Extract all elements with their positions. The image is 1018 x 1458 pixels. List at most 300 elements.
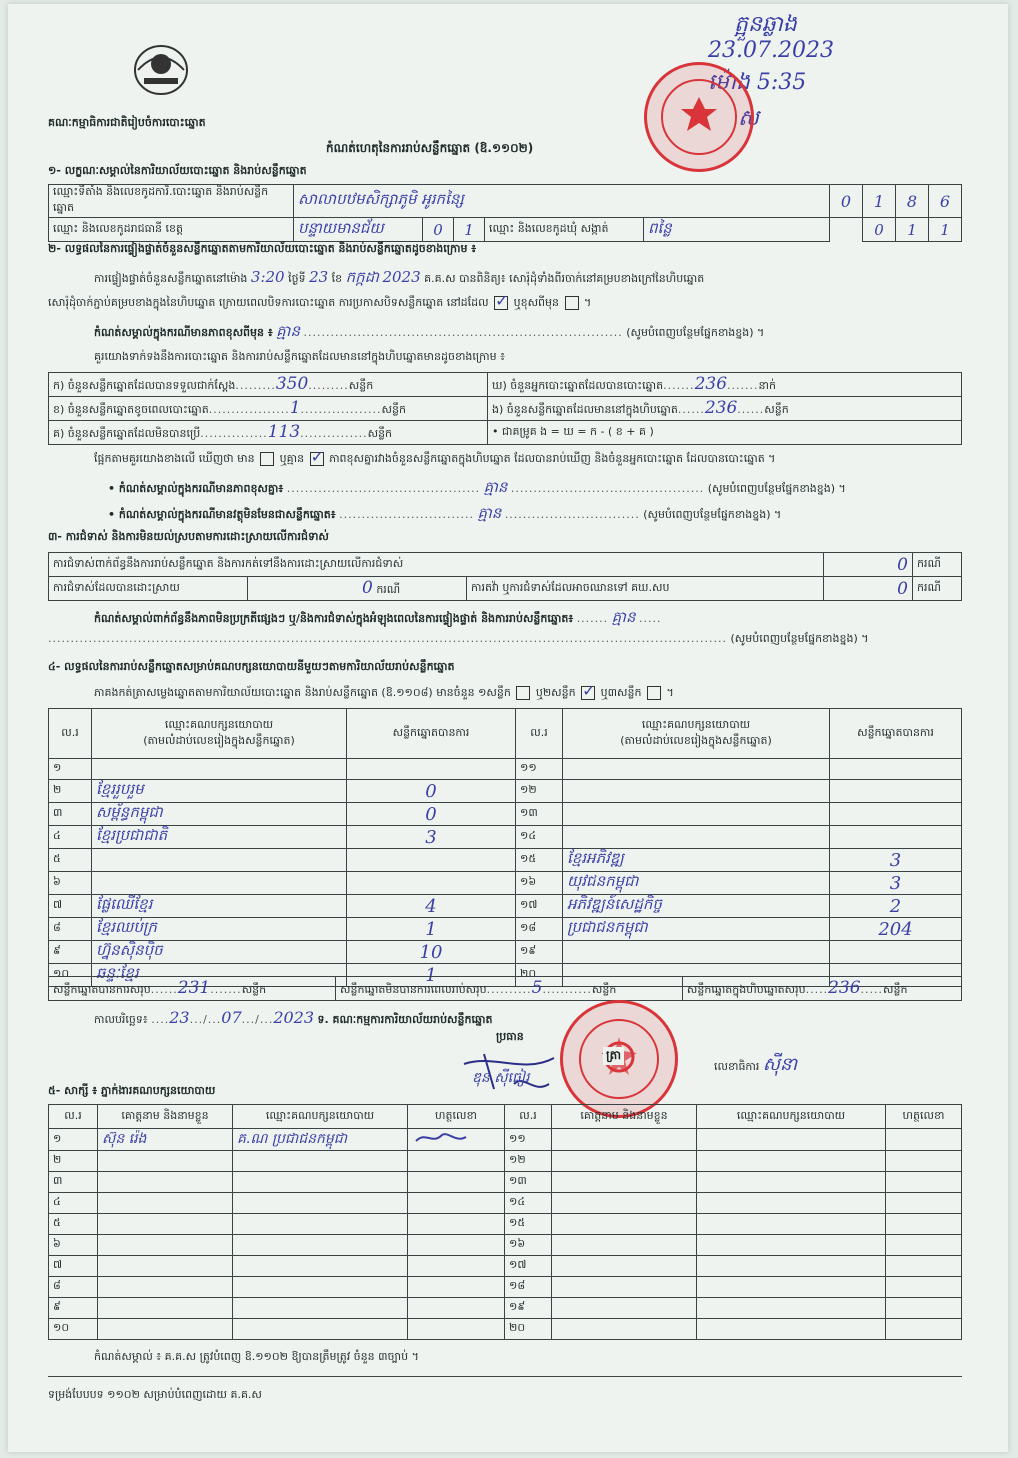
result-no: ១៣ <box>516 803 563 826</box>
witness-no: ១២ <box>505 1151 552 1172</box>
witness-no: ១៧ <box>505 1256 552 1277</box>
difference-has-label: ផ្អែកតាមគួរយោងខាងលើ ឃើញថា មាន <box>94 452 255 465</box>
count-table: ក) ចំនួនសន្លឹកឆ្នោតដែលបានទទួលជាក់ស្តែង.........350.........សន្លឹក ឃ) ចំនួនអ្នកបោះឆ្នោតដែលបានបោះឆ្នោត.......236.......នាក់ ខ) ចំនួនសន្លឹកឆ្នោតខូចពេលបោះឆ្នោត..................1..................សន្លឹក ង) ចំនួនសន្លឹកឆ្នោតដែលមាននៅក្នុងហិបឆ្នោត......236......សន្លឹក គ) ចំនួនសន្លឹកឆ្នោតដែលមិនបានប្រើ...............113...............សន្លឹក • ជាគម្រូគ ង = ឃ = ក - ( ខ + គ ) <box>48 372 962 445</box>
verification-month: កក្កដា <box>345 268 379 286</box>
bullet2-value: គ្មាន <box>477 504 502 522</box>
province-code-1: 0 <box>423 218 454 242</box>
result-row <box>49 849 962 872</box>
difference-none-checkbox[interactable]: ✓ <box>310 447 324 466</box>
result-party <box>563 941 830 964</box>
location-value: សាលាបឋមសិក្សាភូមិ អូរកន្សៃ <box>294 185 830 218</box>
province-label: ឈ្មោះ និងលេខកូដរាជធានី ខេត្ត <box>49 218 294 242</box>
objection-resolved-label: ការជំទាស់ដែលបានដោះស្រាយ <box>49 577 248 601</box>
witness-no: ១៦ <box>505 1235 552 1256</box>
witness-row <box>49 1214 962 1235</box>
col-party-left-sub: (តាមលំដាប់លេខរៀងក្នុងសន្លឹកឆ្នោត) <box>143 733 295 747</box>
location-code-3: 8 <box>896 185 929 218</box>
seal-different-label: ឬខុសពីមុន <box>513 296 559 309</box>
verification-tail: គ.គ.ស បានពិនិត្យ៖ សោរ៉ុដុំទាំងពីរចាក់នៅគម្របខាងក្រៅនៃហិបឆ្នោត <box>424 272 705 285</box>
witness-no: ២០ <box>505 1319 552 1340</box>
w-col-sig-right: ហត្ថលេខា <box>886 1105 962 1129</box>
form-note: ទម្រង់បែបបទ ១១០២ សម្រាប់បំពេញដោយ គ.គ.ស <box>48 1388 262 1401</box>
difference-note-tail: (សូមបំពេញបន្ថែមផ្នែកខាងខ្នង) ។ <box>626 326 765 339</box>
result-no: ១១ <box>516 759 563 780</box>
section1-table <box>48 184 962 242</box>
stamp-center-text: ត្រា <box>603 1047 624 1065</box>
page-title: កំណត់ហេតុនៃការរាប់សន្លឹកឆ្នោត (ឱ.១១០២) <box>326 141 534 155</box>
result-party: ប្រជាជនកម្ពុជា <box>563 918 830 941</box>
witness-signature-icon <box>412 1129 472 1147</box>
result-row <box>49 872 962 895</box>
witness-signature <box>886 1214 962 1235</box>
witness-party <box>697 1172 886 1193</box>
verification-day-label: ថ្ងៃទី <box>288 272 306 285</box>
witness-signature <box>408 1193 505 1214</box>
result-votes <box>347 872 516 895</box>
voters-unit: នាក់ <box>758 379 776 392</box>
witness-party <box>697 1298 886 1319</box>
date-day: 23 <box>169 1008 190 1027</box>
witness-no: ១៤ <box>505 1193 552 1214</box>
difference-note-value: គ្មាន <box>276 322 300 340</box>
result-no: ៩ <box>49 941 92 964</box>
result-row <box>49 780 962 803</box>
official-stamp-bottom <box>560 1000 678 1118</box>
bullet2-label: • កំណត់សម្គាល់ក្នុងករណីមានវត្ថុមិនមែនជាសន្លឹកឆ្នោត៖ <box>108 508 336 521</box>
location-code-4: 6 <box>929 185 962 218</box>
witness-party <box>233 1235 408 1256</box>
objection-table <box>48 552 962 601</box>
witness-row <box>49 1298 962 1319</box>
result-party <box>563 826 830 849</box>
witness-signature <box>408 1235 505 1256</box>
w-col-no-left: ល.រ <box>49 1105 98 1129</box>
col-party-right <box>563 709 830 759</box>
result-votes: 1 <box>347 964 516 987</box>
section5-heading: ៥- សាក្សី ៖ ភ្នាក់ងារគណបក្សនយោបាយ <box>48 1084 216 1097</box>
witness-party <box>697 1256 886 1277</box>
difference-note-line: កំណត់សម្គាល់ក្នុងករណីមានភាពខុសពីមុន ៖ គ្មាន ....................................................................... (សូមបំពេញបន្ថែមផ្នែកខាងខ្នង) ។ <box>94 322 765 340</box>
result-row <box>49 895 962 918</box>
bullet2-tail: (សូមបំពេញបន្ថែមផ្នែកខាងខ្នង) ។ <box>643 508 782 521</box>
summary-subheading: គួរយោងទាក់ទងនឹងការបោះឆ្នោត និងការរាប់សន្លឹកឆ្នោតដែលមាននៅក្នុងហិបឆ្នោតមានដូចខាងក្រោម ៖ <box>94 350 505 363</box>
witness-no: ៥ <box>49 1214 98 1235</box>
w-col-no-right: ល.រ <box>505 1105 552 1129</box>
nec-emblem-icon <box>130 40 192 98</box>
total-invalid-value: 5 <box>531 978 543 998</box>
result-no: ១៩ <box>516 941 563 964</box>
secretary-label: លេខាធិការ <box>714 1060 760 1073</box>
witness-name <box>552 1193 697 1214</box>
witness-name <box>98 1298 233 1319</box>
spoiled-unit: សន្លឹក <box>381 403 406 416</box>
total-valid-value: 231 <box>177 978 211 998</box>
witness-row <box>49 1235 962 1256</box>
witness-row <box>49 1151 962 1172</box>
secretary-signature: ស៊ីនា <box>762 1054 798 1075</box>
objection-escalated-value: 0 <box>824 577 913 601</box>
witness-party <box>233 1151 408 1172</box>
result-row <box>49 826 962 849</box>
result-votes <box>347 759 516 780</box>
result-votes: 204 <box>830 918 962 941</box>
commune-label: ឈ្មោះ និងលេខកូដឃុំ សង្កាត់ <box>485 218 644 242</box>
result-row <box>49 918 962 941</box>
result-no: ១៤ <box>516 826 563 849</box>
objection-total-label: ការជំទាស់ពាក់ព័ន្ធនឹងការរាប់សន្លឹកឆ្នោត និងការកត់ទៅនឹងការដោះស្រាយលើការជំទាស់ <box>49 553 824 577</box>
witness-no: ១៨ <box>505 1277 552 1298</box>
province-code-2: 1 <box>454 218 485 242</box>
result-votes: 10 <box>347 941 516 964</box>
witness-row <box>49 1256 962 1277</box>
sheet-count-text: ភាគងកត់ត្រាសម្លេងឆ្នោតតាមការិយាល័យបោះឆ្នោត និងរាប់សន្លឹកឆ្នោត (ឱ.១១០៨) មានចំនួន ១សន្លឹក <box>94 686 511 699</box>
commune-code-3: 1 <box>929 218 962 242</box>
result-no: ៧ <box>49 895 92 918</box>
chair-label: ប្រធាន <box>496 1030 524 1043</box>
result-no: ៣ <box>49 803 92 826</box>
witness-name <box>98 1193 233 1214</box>
result-no: ៨ <box>49 918 92 941</box>
objection-escalated-label: ការតវ៉ា ឬការជំទាស់ដែលអាចឈានទៅ គឃ.សប <box>467 577 824 601</box>
date-line: កាលបរិច្ឆេទ៖ ....23.../...07.../...2023 ទ. គណៈកម្មការការិយាល័យរាប់សន្លឹកឆ្នោត <box>94 1008 493 1027</box>
result-party <box>92 849 347 872</box>
result-party <box>563 759 830 780</box>
formula-text: • ជាគម្រូគ ង = ឃ = ក - ( ខ + គ ) <box>488 421 962 445</box>
witness-signature <box>408 1129 505 1151</box>
date-year: 2023 <box>273 1008 315 1027</box>
result-votes <box>347 849 516 872</box>
witness-name <box>552 1172 697 1193</box>
witness-party <box>233 1298 408 1319</box>
result-no: ២ <box>49 780 92 803</box>
witness-party <box>697 1151 886 1172</box>
seal-text: សោរ៉ុដុំចាក់ភ្ជាប់គម្របខាងក្នុងនៃហិបឆ្នោត ក្រោយពេលបិទការបោះឆ្នោត ការប្រកាសបិទសន្លឹកឆ្នោត នៅដដែល <box>48 296 489 309</box>
chair-name-handwritten: ឌុន ស៊ីធៀរ <box>472 1070 530 1086</box>
total-valid-unit: សន្លឹក <box>241 983 267 996</box>
three-sheet-label: ឬ៣សន្លឹក <box>600 686 642 699</box>
objection-resolved-value: 0 <box>362 578 373 598</box>
result-no: ១០ <box>49 964 92 987</box>
witness-name <box>552 1129 697 1151</box>
handwritten-receipt: ត្អួនឆ្លាង <box>734 12 797 37</box>
witness-name <box>98 1235 233 1256</box>
voters-value: 236 <box>694 374 728 394</box>
result-votes: 2 <box>830 895 962 918</box>
result-party: យុវជនកម្ពុជា <box>563 872 830 895</box>
verification-time-label: ការផ្ទៀងផ្ទាត់ចំនួនសន្លឹកឆ្នោតនៅម៉ោង <box>94 272 248 285</box>
three-sheet-checkbox[interactable] <box>647 686 661 700</box>
irregularity-label: កំណត់សម្គាល់ពាក់ព័ន្ធនឹងភាពមិនប្រក្រតីផ្សេងៗ ឬ/និងការជំទាស់ក្នុងអំឡុងពេលនៃការផ្ទៀងផ្ទាត់ និងការរាប់សន្លឹកឆ្នោត៖ <box>94 612 574 625</box>
witness-signature <box>886 1193 962 1214</box>
verification-year: 2023 <box>382 268 421 286</box>
witness-party <box>697 1235 886 1256</box>
bullet2-line: • កំណត់សម្គាល់ក្នុងករណីមានវត្ថុមិនមែនជាសន្លឹកឆ្នោត៖ .............................. គ្មាន .............................. (សូមបំពេញបន្ថែមផ្នែកខាងខ្នង) ។ <box>108 504 782 522</box>
w-col-party-left: ឈ្មោះគណបក្សនយោបាយ <box>233 1105 408 1129</box>
witness-name: ស៊ុន រ៉េង <box>98 1129 233 1151</box>
result-party: អភិវឌ្ឍន៍សេដ្ឋកិច្ច <box>563 895 830 918</box>
col-party-left <box>92 709 347 759</box>
commune-code-1: 0 <box>863 218 896 242</box>
result-no: ១៧ <box>516 895 563 918</box>
seal-line: សោរ៉ុដុំចាក់ភ្ជាប់គម្របខាងក្នុងនៃហិបឆ្នោត ក្រោយពេលបិទការបោះឆ្នោត ការប្រកាសបិទសន្លឹកឆ្នោត នៅដដែល ✓ ឬខុសពីមុន ។ <box>48 291 592 310</box>
result-party: ខ្មែររួបរួម <box>92 780 347 803</box>
witness-no: ៩ <box>49 1298 98 1319</box>
result-row <box>49 941 962 964</box>
witness-row <box>49 1277 962 1298</box>
witness-signature <box>408 1151 505 1172</box>
results-table <box>48 708 962 987</box>
result-votes: 0 <box>347 780 516 803</box>
received-value: 350 <box>275 374 309 394</box>
objection-total-unit: ករណី <box>913 553 962 577</box>
section3-heading: ៣- ការជំទាស់ និងការមិនយល់ស្របតាមការដោះស្រាយលើការជំទាស់ <box>48 530 329 543</box>
footer-divider <box>48 1376 962 1377</box>
witness-signature <box>408 1256 505 1277</box>
irregularity-cont-line: ....................................................................................................................................................... (សូមបំពេញបន្ថែមផ្នែកខាងខ្នង) ។ <box>48 632 869 645</box>
witness-party <box>697 1319 886 1340</box>
irregularity-tail: (សូមបំពេញបន្ថែមផ្នែកខាងខ្នង) ។ <box>730 632 869 645</box>
witness-signature <box>408 1214 505 1235</box>
commune-value: ពន្លៃ <box>644 218 830 242</box>
handwritten-time: ម៉ោង 5:35 <box>708 70 807 95</box>
result-party: ខ្មែរអភិវឌ្ឍ <box>563 849 830 872</box>
col-no-left: ល.រ <box>49 709 92 759</box>
province-value: បន្ទាយមានជ័យ <box>294 218 423 242</box>
result-row <box>49 759 962 780</box>
witness-no: ១៩ <box>505 1298 552 1319</box>
result-party: ខ្មែរឈប់ក្រ <box>92 918 347 941</box>
two-sheet-label: ឬ២សន្លឹក <box>535 686 576 699</box>
witness-signature <box>886 1172 962 1193</box>
witness-name <box>552 1235 697 1256</box>
difference-note-label: កំណត់សម្គាល់ក្នុងករណីមានភាពខុសពីមុន ៖ <box>94 326 273 339</box>
result-no: ២០ <box>516 964 563 987</box>
witness-party: គ.ណ ប្រជាជនកម្ពុជា <box>233 1129 408 1151</box>
org-name: គណៈកម្មាធិការជាតិរៀបចំការបោះឆ្នោត <box>48 116 206 129</box>
received-unit: សន្លឹក <box>348 379 374 392</box>
witness-row <box>49 1129 962 1151</box>
witness-no: ៦ <box>49 1235 98 1256</box>
spoiled-label: ខ) ចំនួនសន្លឹកឆ្នោតខូចពេលបោះឆ្នោត <box>53 403 209 416</box>
witness-party <box>233 1193 408 1214</box>
col-party-left-title: ឈ្មោះគណបក្សនយោបាយ <box>164 717 274 731</box>
witness-table <box>48 1104 962 1340</box>
verification-line <box>94 268 704 290</box>
w-col-sig-left: ហត្ថលេខា <box>408 1105 505 1129</box>
result-votes: 0 <box>347 803 516 826</box>
ballot-box-value: 236 <box>704 398 738 418</box>
result-party: ឆន្ទៈខ្មែរ <box>92 964 347 987</box>
difference-has-checkbox[interactable] <box>260 452 274 466</box>
total-valid-label: សន្លឹកឆ្នោតបានការសរុប <box>53 983 151 996</box>
witness-signature <box>886 1277 962 1298</box>
witness-no: ១ <box>49 1129 98 1151</box>
witness-party <box>233 1256 408 1277</box>
col-no-right: ល.រ <box>516 709 563 759</box>
result-no: ១៥ <box>516 849 563 872</box>
totals-table: សន្លឹកឆ្នោតបានការសរុប......231.......សន្លឹក សន្លឹកឆ្នោតមិនបានការពេលរាប់សរុប..........5...........សន្លឹក សន្លឹកឆ្នោតក្នុងហិបឆ្នោតសរុប.....236.....សន្លឹក <box>48 976 962 1001</box>
verification-day: 23 <box>309 268 329 286</box>
result-no: ១៦ <box>516 872 563 895</box>
witness-name <box>98 1256 233 1277</box>
unused-unit: សន្លឹក <box>367 427 393 440</box>
total-invalid-label: សន្លឹកឆ្នោតមិនបានការពេលរាប់សរុប <box>340 983 487 996</box>
objection-resolved-unit: ករណី <box>376 583 401 596</box>
ballot-box-unit: សន្លឹក <box>764 403 789 416</box>
spoiled-value: 1 <box>289 398 301 418</box>
ballot-box-label: ង) ចំនួនសន្លឹកឆ្នោតដែលមាននៅក្នុងហិបឆ្នោត <box>492 403 678 416</box>
footnote: កំណត់សម្គាល់ ៖ គ.គ.ស ត្រូវបំពេញ ឱ.១១០២ ឱ្យបានត្រឹមត្រូវ ចំនួន ៣ច្បាប់ ។ <box>94 1350 419 1363</box>
result-no: ១ <box>49 759 92 780</box>
location-code-1: 0 <box>830 185 863 218</box>
handwritten-mark: ស <box>738 106 759 131</box>
witness-no: ៣ <box>49 1172 98 1193</box>
result-party <box>563 803 830 826</box>
result-party <box>92 872 347 895</box>
witness-party <box>233 1277 408 1298</box>
col-votes-right: សន្លឹកឆ្នោតបានការ <box>830 709 962 759</box>
location-code-2: 1 <box>863 185 896 218</box>
witness-signature <box>886 1319 962 1340</box>
witness-name <box>98 1214 233 1235</box>
result-no: ៤ <box>49 826 92 849</box>
witness-name <box>98 1172 233 1193</box>
witness-party <box>233 1214 408 1235</box>
result-party: សម្ព័ន្ធកម្ពុជា <box>92 803 347 826</box>
witness-name <box>552 1277 697 1298</box>
difference-tail: ភាពខុសគ្នារវាងចំនួនសន្លឹកឆ្នោតក្នុងហិបឆ្នោត ដែលបានរាប់ឃើញ និងចំនួនអ្នកបោះឆ្នោត ដែលបានបោះឆ្នោត ។ <box>329 452 776 465</box>
result-votes <box>830 780 962 803</box>
result-votes: 3 <box>830 849 962 872</box>
result-party <box>92 759 347 780</box>
result-no: ៦ <box>49 872 92 895</box>
result-no: ១២ <box>516 780 563 803</box>
verification-time: 3:20 <box>250 268 285 286</box>
date-label: កាលបរិច្ឆេទ៖ <box>94 1013 148 1026</box>
total-box-label: សន្លឹកឆ្នោតក្នុងហិបឆ្នោតសរុប <box>686 983 806 996</box>
witness-party <box>697 1129 886 1151</box>
total-box-unit: សន្លឹក <box>883 983 908 996</box>
witness-name <box>552 1151 697 1172</box>
result-votes: 1 <box>347 918 516 941</box>
witness-signature <box>408 1172 505 1193</box>
secretary-line <box>714 1052 797 1079</box>
witness-no: ១៣ <box>505 1172 552 1193</box>
result-votes: 3 <box>347 826 516 849</box>
bullet1-value: គ្មាន <box>483 478 508 496</box>
verification-month-label: ខែ <box>331 272 343 285</box>
irregularity-value: គ្មាន <box>611 608 636 626</box>
two-sheet-checkbox[interactable]: ✓ <box>582 681 596 700</box>
witness-signature <box>886 1235 962 1256</box>
date-committee: ទ. គណៈកម្មការការិយាល័យរាប់សន្លឹកឆ្នោត <box>317 1013 493 1026</box>
location-label: ឈ្មោះទីតាំង និងលេខកូដការិ.បោះឆ្នោត និងរាប់សន្លឹកឆ្នោត <box>49 185 294 218</box>
total-box-value: 236 <box>828 978 861 998</box>
witness-name <box>98 1319 233 1340</box>
total-invalid-unit: សន្លឹក <box>591 983 617 996</box>
result-votes <box>830 759 962 780</box>
result-party: ហ្វ៊ុនស៊ិនប៉ិច <box>92 941 347 964</box>
unused-label: គ) ចំនួនសន្លឹកឆ្នោតដែលមិនបានប្រើ <box>53 427 201 440</box>
col-votes-left: សន្លឹកឆ្នោតបានការ <box>347 709 516 759</box>
witness-party <box>233 1319 408 1340</box>
bullet1-line: • កំណត់សម្គាល់ក្នុងករណីមានភាពខុសគ្នា៖ ........................................... គ្មាន ........................................... (សូមបំពេញបន្ថែមផ្នែកខាងខ្នង) ។ <box>108 478 846 496</box>
witness-name <box>552 1214 697 1235</box>
seal-different-checkbox[interactable] <box>565 296 579 310</box>
witness-signature <box>408 1298 505 1319</box>
witness-name <box>552 1256 697 1277</box>
result-votes <box>830 941 962 964</box>
witness-name <box>98 1277 233 1298</box>
witness-name <box>552 1298 697 1319</box>
witness-name <box>552 1319 697 1340</box>
witness-row <box>49 1193 962 1214</box>
witness-name <box>98 1151 233 1172</box>
witness-party <box>697 1193 886 1214</box>
objection-total-value: 0 <box>824 553 913 577</box>
witness-signature <box>886 1129 962 1151</box>
col-party-right-sub: (តាមលំដាប់លេខរៀងក្នុងសន្លឹកឆ្នោត) <box>620 733 772 747</box>
witness-signature <box>408 1277 505 1298</box>
witness-party <box>697 1277 886 1298</box>
w-col-name-right: គោត្តនាម និងនាមខ្លួន <box>552 1105 697 1129</box>
witness-signature <box>408 1319 505 1340</box>
w-col-name-left: គោត្តនាម និងនាមខ្លួន <box>98 1105 233 1129</box>
received-label: ក) ចំនួនសន្លឹកឆ្នោតដែលបានទទួលជាក់ស្តែង <box>53 379 236 392</box>
result-no: ១៨ <box>516 918 563 941</box>
sheet-count-line: ភាគងកត់ត្រាសម្លេងឆ្នោតតាមការិយាល័យបោះឆ្នោត និងរាប់សន្លឹកឆ្នោត (ឱ.១១០៨) មានចំនួន ១សន្លឹក ឬ២សន្លឹក ✓ ឬ៣សន្លឹក ។ <box>94 681 674 700</box>
irregularity-line: កំណត់សម្គាល់ពាក់ព័ន្ធនឹងភាពមិនប្រក្រតីផ្សេងៗ ឬ/និងការជំទាស់ក្នុងអំឡុងពេលនៃការផ្ទៀងផ្ទាត់ និងការរាប់សន្លឹកឆ្នោត៖ ....... គ្មាន ..... <box>94 608 662 626</box>
voters-label: ឃ) ចំនួនអ្នកបោះឆ្នោតដែលបានបោះឆ្នោត <box>492 379 664 392</box>
one-sheet-checkbox[interactable] <box>516 686 530 700</box>
result-party <box>563 780 830 803</box>
witness-no: ៧ <box>49 1256 98 1277</box>
difference-line <box>94 447 776 468</box>
seal-same-checkbox[interactable]: ✓ <box>495 291 509 310</box>
result-row <box>49 803 962 826</box>
bullet1-tail: (សូមបំពេញបន្ថែមផ្នែកខាងខ្នង) ។ <box>707 482 846 495</box>
witness-no: ៤ <box>49 1193 98 1214</box>
witness-no: ១៥ <box>505 1214 552 1235</box>
handwritten-date: 23.07.2023 <box>708 38 834 63</box>
unused-value: 113 <box>267 422 301 442</box>
result-no: ៥ <box>49 849 92 872</box>
witness-no: ៨ <box>49 1277 98 1298</box>
result-votes: 3 <box>830 872 962 895</box>
result-party: ផ្លែឈើខ្មែរ <box>92 895 347 918</box>
witness-signature <box>886 1256 962 1277</box>
document-sheet <box>8 4 1008 1452</box>
result-votes <box>830 803 962 826</box>
witness-row <box>49 1319 962 1340</box>
bullet1-label: • កំណត់សម្គាល់ក្នុងករណីមានភាពខុសគ្នា៖ <box>108 482 284 495</box>
official-stamp-top <box>644 62 754 172</box>
section1-heading: ១- លក្ខណៈសម្គាល់នៃការិយាល័យបោះឆ្នោត និងរាប់សន្លឹកឆ្នោត <box>48 164 307 177</box>
date-month: 07 <box>221 1008 242 1027</box>
witness-no: ១១ <box>505 1129 552 1151</box>
section2-heading: ២- លទ្ធផលនៃការផ្ទៀងផ្ទាត់ចំនួនសន្លឹកឆ្នោតតាមការិយាល័យបោះឆ្នោត និងរាប់សន្លឹកឆ្នោតដូចខាងក្រោម ៖ <box>48 242 477 255</box>
witness-no: ១០ <box>49 1319 98 1340</box>
witness-no: ២ <box>49 1151 98 1172</box>
objection-escalated-unit: ករណី <box>913 577 962 601</box>
result-votes: 4 <box>347 895 516 918</box>
witness-row <box>49 1172 962 1193</box>
result-party: ខ្មែរប្រជាជាតិ <box>92 826 347 849</box>
witness-party <box>233 1172 408 1193</box>
w-col-party-right: ឈ្មោះគណបក្សនយោបាយ <box>697 1105 886 1129</box>
commune-code-2: 1 <box>896 218 929 242</box>
result-votes <box>830 826 962 849</box>
